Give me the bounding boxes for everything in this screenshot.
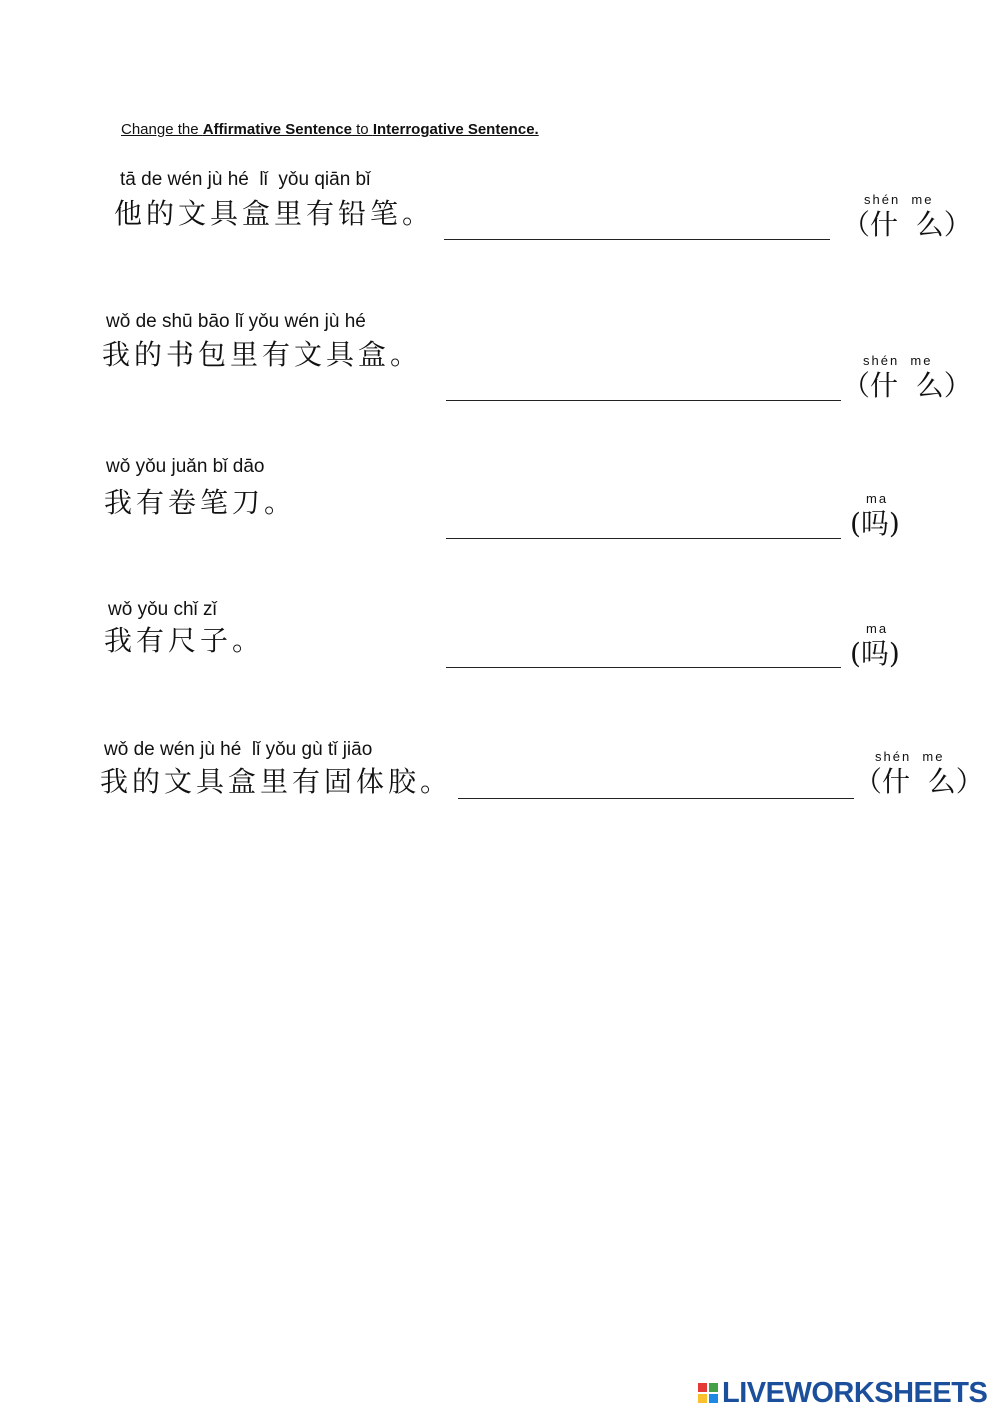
question-3-hint-pinyin: ma bbox=[866, 491, 889, 506]
question-1-answer-input[interactable] bbox=[444, 215, 830, 240]
question-3-hint: (吗) bbox=[850, 507, 900, 540]
question-3-pinyin: wǒ yǒu juǎn bǐ dāo bbox=[106, 456, 265, 477]
instruction-part2: to bbox=[351, 121, 373, 138]
instruction-interrogative: Interrogative Sentence. bbox=[372, 121, 539, 138]
question-1-hint-pinyin: shén me bbox=[864, 192, 934, 207]
logo-tile-green bbox=[709, 1383, 718, 1392]
question-5-pinyin: wǒ de wén jù hé lǐ yǒu gù tǐ jiāo bbox=[104, 739, 373, 760]
question-5-answer-input[interactable] bbox=[458, 774, 854, 799]
question-4-hint: (吗) bbox=[850, 637, 900, 670]
liveworksheets-logo-icon bbox=[698, 1383, 718, 1403]
logo-tile-blue bbox=[709, 1394, 718, 1403]
question-1-sentence: 他的文具盒里有铅笔。 bbox=[114, 197, 435, 230]
logo-tile-red bbox=[698, 1383, 707, 1392]
question-5-sentence: 我的文具盒里有固体胶。 bbox=[100, 765, 453, 798]
liveworksheets-logo[interactable] bbox=[698, 1376, 987, 1410]
question-1-pinyin: tā de wén jù hé lǐ yǒu qiān bǐ bbox=[120, 169, 371, 190]
question-5-hint-pinyin: shén me bbox=[875, 749, 945, 764]
question-4-hint-pinyin: ma bbox=[866, 621, 889, 636]
question-3-answer-input[interactable] bbox=[446, 514, 841, 539]
question-4-answer-input[interactable] bbox=[446, 643, 841, 668]
question-4-sentence: 我有尺子。 bbox=[104, 624, 265, 657]
question-2-answer-input[interactable] bbox=[446, 376, 841, 401]
question-2-sentence: 我的书包里有文具盒。 bbox=[102, 338, 423, 371]
question-5-hint: （什 么） bbox=[854, 765, 984, 798]
instruction-part1: Change the bbox=[121, 121, 203, 138]
instruction-text bbox=[121, 121, 539, 138]
question-4-pinyin: wǒ yǒu chǐ zǐ bbox=[108, 599, 217, 620]
question-2-hint: （什 么） bbox=[842, 369, 972, 402]
logo-text: LIVEWORKSHEETS bbox=[722, 1376, 988, 1409]
question-2-hint-pinyin: shén me bbox=[863, 353, 933, 368]
question-3-sentence: 我有卷笔刀。 bbox=[104, 486, 297, 519]
question-2-pinyin: wǒ de shū bāo lǐ yǒu wén jù hé bbox=[106, 311, 366, 332]
question-1-hint: （什 么） bbox=[842, 208, 972, 241]
instruction-affirmative: Affirmative Sentence bbox=[202, 121, 352, 138]
logo-tile-yellow bbox=[698, 1394, 707, 1403]
